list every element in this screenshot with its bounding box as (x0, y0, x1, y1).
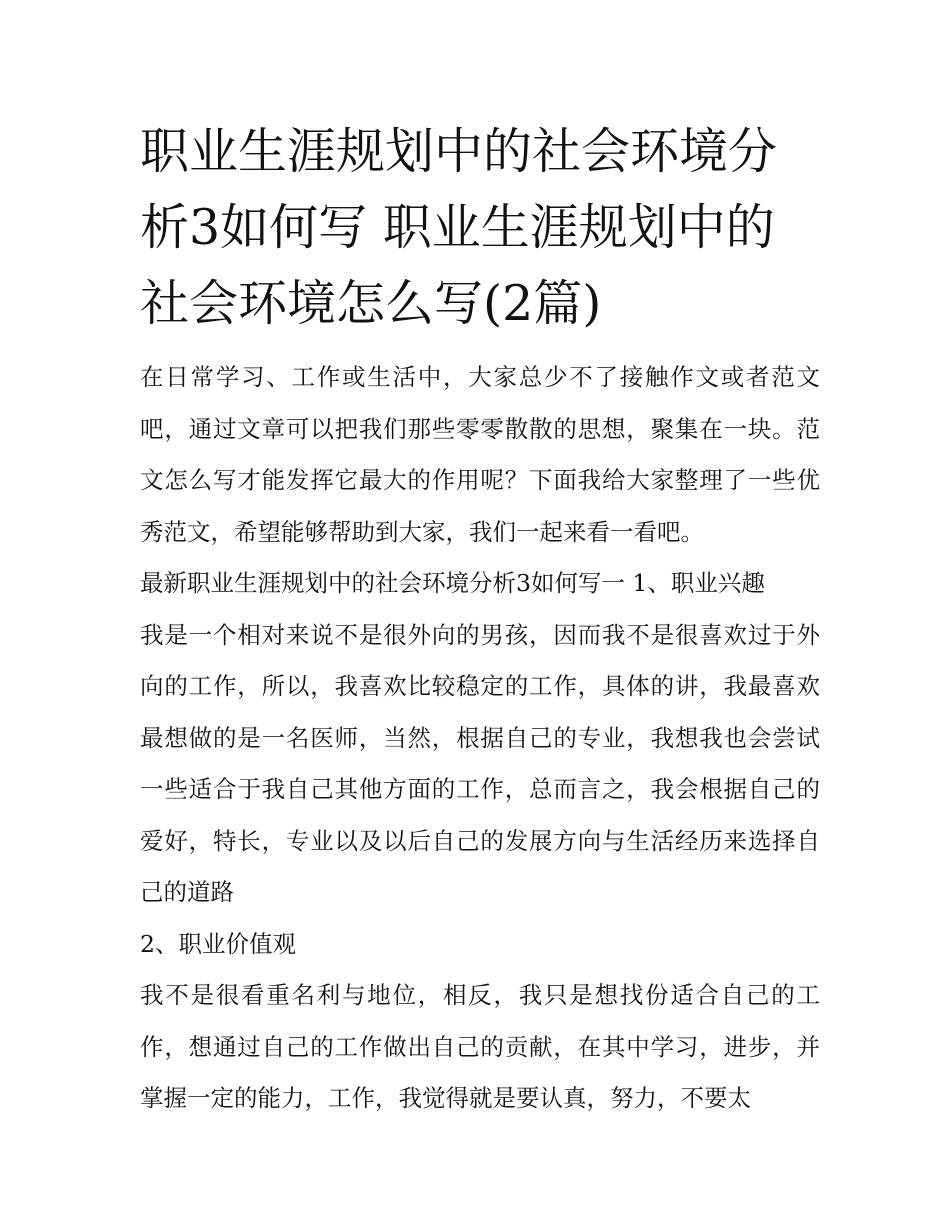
section-heading-interest: 最新职业生涯规划中的社会环境分析3如何写一 1、职业兴趣 (140, 569, 765, 597)
values-paragraph: 我不是很看重名利与地位，相反，我只是想找份适合自己的工作，想通过自己的工作做出自己的贡献，在其中学习，进步，并掌握一定的能力，工作，我觉得就是要认真，努力，不要太 (140, 981, 820, 1112)
section-heading-values: 2、职业价值观 (140, 929, 296, 958)
document-body (140, 352, 820, 1125)
intro-paragraph: 在日常学习、工作或生活中，大家总少不了接触作文或者范文吧，通过文章可以把我们那些零零散散的思想，聚集在一块。范文怎么写才能发挥它最大的作用呢？下面我给大家整理了一些优秀范文，希望能够帮助到大家，我们一起来看一看吧。 (140, 363, 820, 546)
document-content (140, 114, 820, 1125)
document-title: 职业生涯规划中的社会环境分析3如何写 职业生涯规划中的社会环境怎么写(2篇) (140, 123, 778, 332)
interest-paragraph: 我是一个相对来说不是很外向的男孩，因而我不是很喜欢过于外向的工作，所以，我喜欢比较稳定的工作，具体的讲，我最喜欢最想做的是一名医师，当然，根据自己的专业，我想我也会尝试一些适合于我自己其他方面的工作，总而言之，我会根据自己的爱好，特长，专业以及以后自己的发展方向与生活经历来选择自己的道路 (140, 620, 820, 906)
